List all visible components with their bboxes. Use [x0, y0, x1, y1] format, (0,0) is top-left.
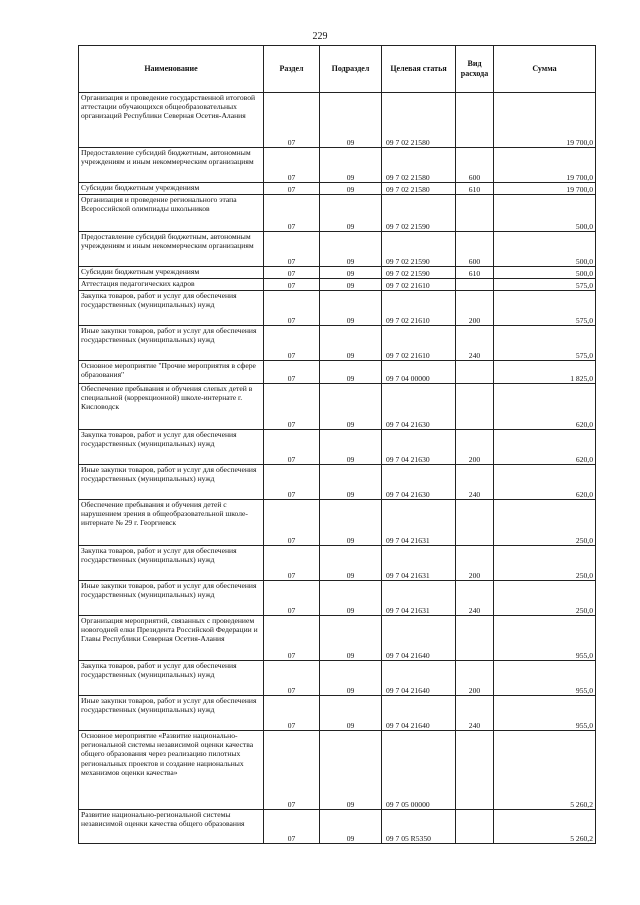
- cell-subsection: 09: [320, 465, 382, 500]
- cell-subsection: 09: [320, 361, 382, 384]
- cell-section: 07: [264, 616, 320, 661]
- cell-section: 07: [264, 326, 320, 361]
- cell-subsection: 09: [320, 183, 382, 195]
- cell-section: 07: [264, 661, 320, 696]
- cell-article: 09 7 02 21590: [382, 232, 456, 267]
- cell-amount: 19 700,0: [494, 183, 596, 195]
- cell-subsection: 09: [320, 616, 382, 661]
- table-row: [79, 326, 596, 361]
- cell-subsection: 09: [320, 546, 382, 581]
- table-row: [79, 731, 596, 810]
- cell-section: 07: [264, 93, 320, 148]
- cell-section: 07: [264, 546, 320, 581]
- cell-expense-type: [456, 361, 494, 384]
- cell-subsection: 09: [320, 384, 382, 430]
- cell-amount: 620,0: [494, 430, 596, 465]
- cell-article: 09 7 04 21631: [382, 500, 456, 546]
- cell-subsection: 09: [320, 581, 382, 616]
- cell-name: Закупка товаров, работ и услуг для обеспечения государственных (муниципальных) нужд: [79, 430, 264, 465]
- table-row: [79, 546, 596, 581]
- cell-expense-type: 610: [456, 183, 494, 195]
- header-section: Раздел: [264, 46, 320, 93]
- cell-subsection: 09: [320, 267, 382, 279]
- cell-article: 09 7 04 21640: [382, 696, 456, 731]
- cell-expense-type: [456, 195, 494, 232]
- cell-subsection: 09: [320, 148, 382, 183]
- cell-amount: 955,0: [494, 661, 596, 696]
- cell-amount: 250,0: [494, 500, 596, 546]
- cell-name: Обеспечение пребывания и обучения слепых детей в специальной (коррекционной) школе-интернате г. Кисловодск: [79, 384, 264, 430]
- cell-name: Закупка товаров, работ и услуг для обеспечения государственных (муниципальных) нужд: [79, 546, 264, 581]
- cell-expense-type: 240: [456, 581, 494, 616]
- table-row: [79, 267, 596, 279]
- cell-expense-type: 240: [456, 465, 494, 500]
- cell-name: Обеспечение пребывания и обучения детей с нарушением зрения в общеобразовательной школе-интернате № 29 г. Георгиевск: [79, 500, 264, 546]
- cell-expense-type: 200: [456, 291, 494, 326]
- cell-article: 09 7 02 21610: [382, 326, 456, 361]
- table-row: [79, 616, 596, 661]
- cell-amount: 5 260,2: [494, 731, 596, 810]
- cell-name: Закупка товаров, работ и услуг для обеспечения государственных (муниципальных) нужд: [79, 291, 264, 326]
- header-expense-type: Вид расхода: [456, 46, 494, 93]
- cell-amount: 620,0: [494, 465, 596, 500]
- table-row: [79, 810, 596, 844]
- cell-amount: 250,0: [494, 546, 596, 581]
- page-number: 229: [312, 31, 328, 42]
- cell-section: 07: [264, 500, 320, 546]
- cell-section: 07: [264, 430, 320, 465]
- cell-expense-type: [456, 616, 494, 661]
- cell-name: Иные закупки товаров, работ и услуг для обеспечения государственных (муниципальных) нужд: [79, 326, 264, 361]
- cell-amount: 620,0: [494, 384, 596, 430]
- cell-article: 09 7 02 21580: [382, 93, 456, 148]
- cell-amount: 500,0: [494, 195, 596, 232]
- cell-section: 07: [264, 183, 320, 195]
- cell-amount: 500,0: [494, 232, 596, 267]
- cell-subsection: 09: [320, 731, 382, 810]
- table-row: [79, 696, 596, 731]
- cell-amount: 19 700,0: [494, 93, 596, 148]
- cell-section: 07: [264, 148, 320, 183]
- cell-expense-type: [456, 810, 494, 844]
- table-row: [79, 291, 596, 326]
- cell-article: 09 7 04 21630: [382, 384, 456, 430]
- cell-subsection: 09: [320, 661, 382, 696]
- table-row: [79, 148, 596, 183]
- cell-section: 07: [264, 465, 320, 500]
- table-row: [79, 430, 596, 465]
- cell-section: 07: [264, 267, 320, 279]
- cell-expense-type: [456, 93, 494, 148]
- cell-name: Организация и проведение государственной итоговой аттестации обучающихся общеобразовательных организаций Республики Северная Осетия-Алания: [79, 93, 264, 148]
- cell-name: Основное мероприятие "Прочие мероприятия в сфере образования": [79, 361, 264, 384]
- cell-subsection: 09: [320, 279, 382, 291]
- cell-subsection: 09: [320, 326, 382, 361]
- cell-section: 07: [264, 361, 320, 384]
- cell-section: 07: [264, 581, 320, 616]
- cell-section: 07: [264, 731, 320, 810]
- cell-expense-type: 200: [456, 430, 494, 465]
- cell-article: 09 7 05 00000: [382, 731, 456, 810]
- table-header-row: [79, 46, 596, 93]
- cell-article: 09 7 02 21580: [382, 183, 456, 195]
- header-name: Наименование: [79, 46, 264, 93]
- cell-expense-type: 600: [456, 232, 494, 267]
- cell-article: 09 7 02 21610: [382, 291, 456, 326]
- table-row: [79, 361, 596, 384]
- cell-name: Предоставление субсидий бюджетным, автономным учреждениям и иным некоммерческим организациям: [79, 148, 264, 183]
- cell-subsection: 09: [320, 93, 382, 148]
- cell-article: 09 7 05 R5350: [382, 810, 456, 844]
- cell-article: 09 7 02 21590: [382, 267, 456, 279]
- table-row: [79, 500, 596, 546]
- budget-table: [78, 45, 596, 844]
- cell-name: Иные закупки товаров, работ и услуг для обеспечения государственных (муниципальных) нужд: [79, 581, 264, 616]
- table-row: [79, 93, 596, 148]
- cell-name: Организация и проведение регионального этапа Всероссийской олимпиады школьников: [79, 195, 264, 232]
- cell-article: 09 7 02 21590: [382, 195, 456, 232]
- header-amount: Сумма: [494, 46, 596, 93]
- cell-section: 07: [264, 279, 320, 291]
- table-row: [79, 465, 596, 500]
- cell-subsection: 09: [320, 696, 382, 731]
- cell-amount: 575,0: [494, 279, 596, 291]
- cell-section: 07: [264, 384, 320, 430]
- cell-name: Закупка товаров, работ и услуг для обеспечения государственных (муниципальных) нужд: [79, 661, 264, 696]
- cell-name: Иные закупки товаров, работ и услуг для обеспечения государственных (муниципальных) нужд: [79, 696, 264, 731]
- cell-name: Субсидии бюджетным учреждениям: [79, 183, 264, 195]
- cell-article: 09 7 04 21630: [382, 465, 456, 500]
- table-row: [79, 384, 596, 430]
- cell-expense-type: 240: [456, 696, 494, 731]
- cell-section: 07: [264, 195, 320, 232]
- cell-name: Развитие национально-региональной системы независимой оценки качества общего образования: [79, 810, 264, 844]
- cell-article: 09 7 04 00000: [382, 361, 456, 384]
- cell-expense-type: [456, 731, 494, 810]
- cell-subsection: 09: [320, 500, 382, 546]
- cell-name: Аттестация педагогических кадров: [79, 279, 264, 291]
- cell-section: 07: [264, 810, 320, 844]
- cell-expense-type: [456, 279, 494, 291]
- header-subsection: Подраздел: [320, 46, 382, 93]
- cell-amount: 5 260,2: [494, 810, 596, 844]
- cell-article: 09 7 02 21580: [382, 148, 456, 183]
- cell-expense-type: 200: [456, 661, 494, 696]
- cell-article: 09 7 04 21630: [382, 430, 456, 465]
- cell-article: 09 7 02 21610: [382, 279, 456, 291]
- table-row: [79, 581, 596, 616]
- cell-article: 09 7 04 21631: [382, 546, 456, 581]
- cell-article: 09 7 04 21640: [382, 616, 456, 661]
- cell-amount: 1 825,0: [494, 361, 596, 384]
- cell-expense-type: 200: [456, 546, 494, 581]
- cell-expense-type: 600: [456, 148, 494, 183]
- cell-name: Основное мероприятие «Развитие национально-региональной системы независимой оценки качества общего образования через реализацию пилотных региональных проектов и создание национальных механизмов оценки качества»: [79, 731, 264, 810]
- cell-expense-type: 610: [456, 267, 494, 279]
- cell-article: 09 7 04 21640: [382, 661, 456, 696]
- header-article: Целевая статья: [382, 46, 456, 93]
- cell-amount: 575,0: [494, 291, 596, 326]
- cell-expense-type: 240: [456, 326, 494, 361]
- cell-name: Предоставление субсидий бюджетным, автономным учреждениям и иным некоммерческим организациям: [79, 232, 264, 267]
- cell-section: 07: [264, 696, 320, 731]
- cell-name: Субсидии бюджетным учреждениям: [79, 267, 264, 279]
- table-row: [79, 195, 596, 232]
- cell-subsection: 09: [320, 430, 382, 465]
- cell-subsection: 09: [320, 232, 382, 267]
- cell-expense-type: [456, 500, 494, 546]
- cell-article: 09 7 04 21631: [382, 581, 456, 616]
- cell-amount: 575,0: [494, 326, 596, 361]
- table-row: [79, 183, 596, 195]
- cell-amount: 955,0: [494, 696, 596, 731]
- table-row: [79, 661, 596, 696]
- cell-amount: 250,0: [494, 581, 596, 616]
- cell-amount: 500,0: [494, 267, 596, 279]
- cell-subsection: 09: [320, 195, 382, 232]
- cell-expense-type: [456, 384, 494, 430]
- cell-amount: 19 700,0: [494, 148, 596, 183]
- cell-section: 07: [264, 232, 320, 267]
- cell-name: Организация мероприятий, связанных с проведением новогодней елки Президента Российской Федерации и Главы Республики Северная Осетия-Алания: [79, 616, 264, 661]
- cell-subsection: 09: [320, 291, 382, 326]
- cell-name: Иные закупки товаров, работ и услуг для обеспечения государственных (муниципальных) нужд: [79, 465, 264, 500]
- table-row: [79, 279, 596, 291]
- cell-subsection: 09: [320, 810, 382, 844]
- cell-amount: 955,0: [494, 616, 596, 661]
- table-row: [79, 232, 596, 267]
- cell-section: 07: [264, 291, 320, 326]
